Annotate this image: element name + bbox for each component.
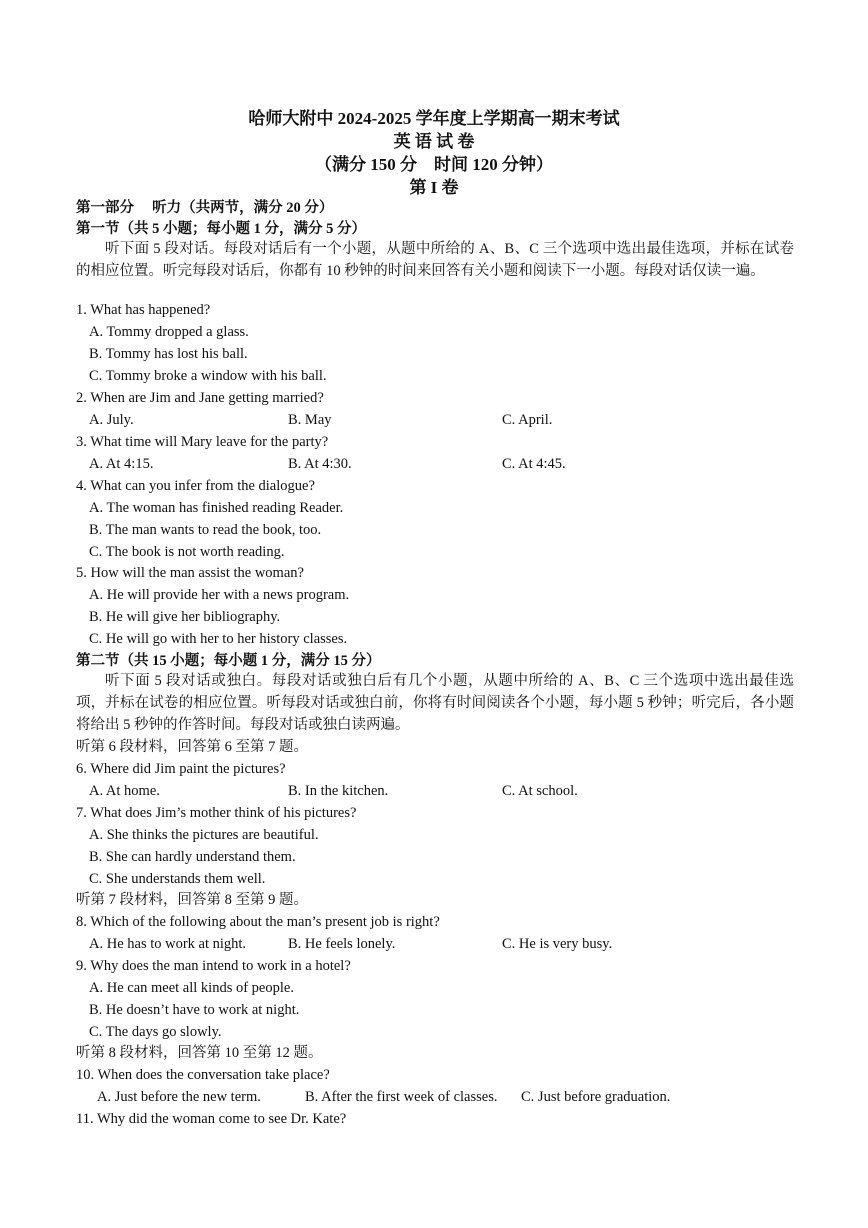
question-3-option-c: C. At 4:45.: [502, 456, 566, 472]
question-5-option-c: C. He will go with her to her history classes.: [89, 631, 348, 647]
question-7-option-a: A. She thinks the pictures are beautiful.: [89, 827, 319, 843]
question-3-stem: 3. What time will Mary leave for the party?: [76, 434, 329, 450]
question-2-option-b: B. May: [288, 412, 332, 428]
question-1-option-b: B. Tommy has lost his ball.: [89, 346, 248, 362]
question-4-stem: 4. What can you infer from the dialogue?: [76, 478, 315, 494]
material-7-instruction: 听第 7 段材料，回答第 8 至第 9 题。: [76, 892, 308, 908]
question-7-option-c: C. She understands them well.: [89, 871, 266, 887]
score-time-info: （满分 150 分 时间 120 分钟）: [315, 155, 553, 174]
question-3-option-a: A. At 4:15.: [89, 456, 154, 472]
question-2-option-a: A. July.: [89, 412, 134, 428]
question-10-option-a: A. Just before the new term.: [97, 1089, 261, 1105]
question-9-option-b: B. He doesn’t have to work at night.: [89, 1002, 300, 1018]
question-8-option-a: A. He has to work at night.: [89, 936, 247, 952]
question-5-option-a: A. He will provide her with a news program.: [89, 587, 350, 603]
question-4-option-b: B. The man wants to read the book, too.: [89, 522, 322, 538]
question-10-stem: 10. When does the conversation take place?: [76, 1067, 330, 1083]
question-2-stem: 2. When are Jim and Jane getting married?: [76, 390, 324, 406]
question-9-stem: 9. Why does the man intend to work in a hotel?: [76, 958, 351, 974]
question-1-option-c: C. Tommy broke a window with his ball.: [89, 368, 327, 384]
question-5-stem: 5. How will the man assist the woman?: [76, 565, 304, 581]
material-8-instruction: 听第 8 段材料，回答第 10 至第 12 题。: [76, 1045, 323, 1061]
section1-instructions: 听下面 5 段对话。每段对话后有一个小题，从题中所给的 A、B、C 三个选项中选出最佳选项，并标在试卷的相应位置。听完每段对话后，你都有 10 秒钟的时间来回答有关小题和阅读下一小题。每段对话仅读一遍。: [76, 241, 794, 279]
question-7-option-b: B. She can hardly understand them.: [89, 849, 296, 865]
question-10-option-b: B. After the first week of classes.: [305, 1089, 498, 1105]
subject-title: 英 语 试 卷: [393, 132, 475, 151]
question-6-option-b: B. In the kitchen.: [288, 783, 389, 799]
part1-heading: 第一部分 听力（共两节，满分 20 分）: [76, 200, 334, 216]
question-6-option-a: A. At home.: [89, 783, 160, 799]
question-4-option-a: A. The woman has finished reading Reader.: [89, 500, 344, 516]
section2-instructions: 听下面 5 段对话或独白。每段对话或独白后有几个小题，从题中所给的 A、B、C 三个选项中选出最佳选项，并标在试卷的相应位置。听每段对话或独白前，你将有时间阅读各个小题，每小题 5 秒钟；听完后，各小题将给出 5 秒钟的作答时间。每段对话或独白读两遍。: [76, 673, 794, 733]
question-6-option-c: C. At school.: [502, 783, 578, 799]
exam-title: 哈师大附中 2024-2025 学年度上学期高一期末考试: [248, 109, 620, 128]
question-8-option-c: C. He is very busy.: [502, 936, 613, 952]
question-1-stem: 1. What has happened?: [76, 302, 211, 318]
question-8-stem: 8. Which of the following about the man’s present job is right?: [76, 914, 440, 930]
question-11-stem: 11. Why did the woman come to see Dr. Kate?: [76, 1111, 347, 1127]
volume-label: 第 I 卷: [409, 178, 459, 197]
question-9-option-c: C. The days go slowly.: [89, 1024, 222, 1040]
question-6-stem: 6. Where did Jim paint the pictures?: [76, 761, 286, 777]
question-3-option-b: B. At 4:30.: [288, 456, 352, 472]
question-8-option-b: B. He feels lonely.: [288, 936, 396, 952]
section1-heading: 第一节（共 5 小题；每小题 1 分，满分 5 分）: [76, 221, 366, 237]
question-5-option-b: B. He will give her bibliography.: [89, 609, 281, 625]
question-9-option-a: A. He can meet all kinds of people.: [89, 980, 294, 996]
question-7-stem: 7. What does Jim’s mother think of his pictures?: [76, 805, 357, 821]
question-2-option-c: C. April.: [502, 412, 553, 428]
section2-heading: 第二节（共 15 小题；每小题 1 分，满分 15 分）: [76, 653, 381, 669]
question-1-option-a: A. Tommy dropped a glass.: [89, 324, 249, 340]
material-6-instruction: 听第 6 段材料，回答第 6 至第 7 题。: [76, 739, 308, 755]
question-4-option-c: C. The book is not worth reading.: [89, 544, 285, 560]
question-10-option-c: C. Just before graduation.: [521, 1089, 671, 1105]
